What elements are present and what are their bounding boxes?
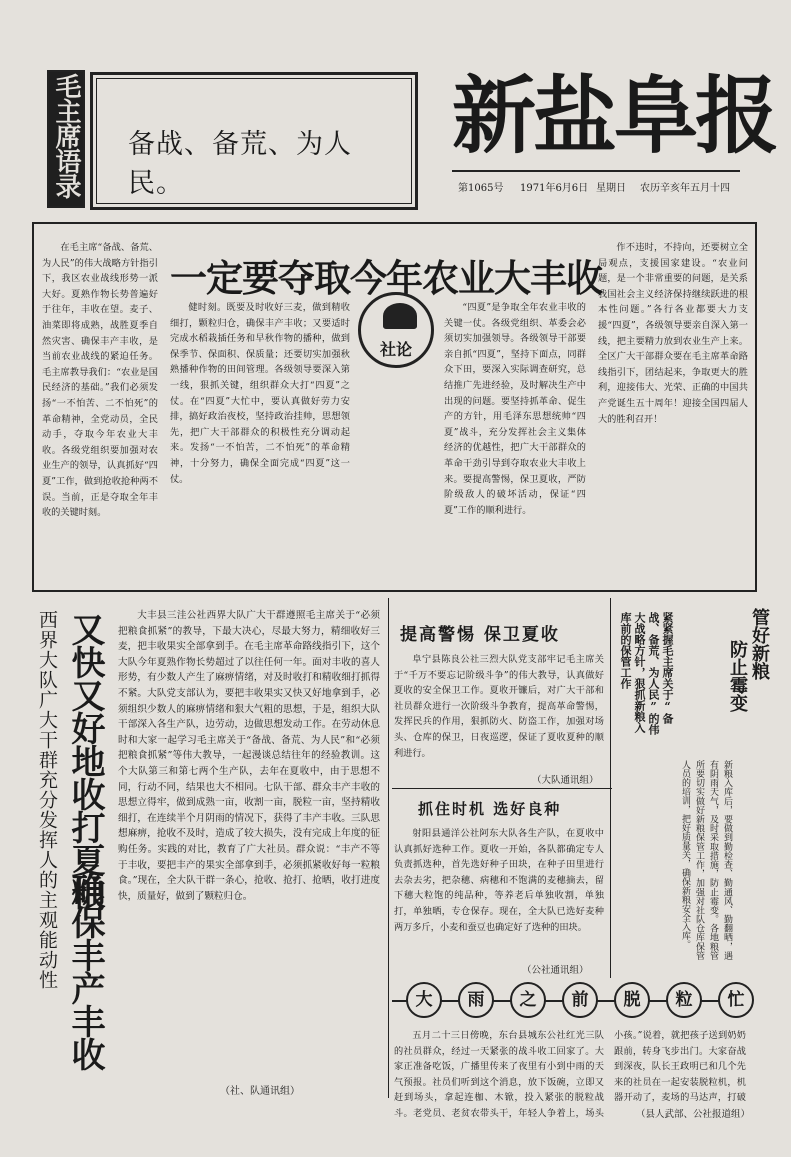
left-article-body	[118, 608, 380, 1072]
quote-text: 备战、备荒、为人民。	[128, 129, 352, 199]
left-headline-b: 确保丰产丰收	[65, 872, 105, 1070]
editorial-col-1	[42, 240, 158, 582]
article-3-title-char: 粒	[666, 982, 702, 1018]
article-3-body-right	[614, 1028, 746, 1106]
editorial-col-1-text: 在毛主席“备战、备荒、为人民”的伟大战略方针指引下，我区农业战线形势一派大好。夏熟作物长势普遍好于往年，丰收在望。麦子、油菜即将成熟，战胜夏季自然灾害、确保丰产丰收，是当前农业战线的紧迫任务。毛主席教导我们：“农业是国民经济的基础。”我们必须发扬“一不怕苦、二不怕死”的革命精神，全党动员，全民动手，夺取今年农业大丰收。各级党组织要加强对农业生产的领导，认真抓好“四夏”工作，做到抢收抢种两不误。当前，正是夺取全年丰收的关键时刻。	[42, 242, 158, 519]
article-2-body	[394, 826, 604, 964]
divider-right	[610, 598, 611, 978]
left-headline-a: 又快又好地收打夏粮	[65, 612, 105, 909]
article-3-title-char: 大	[406, 982, 442, 1018]
right-body	[618, 760, 734, 960]
right-headline-a: 管好新粮	[749, 608, 770, 680]
badge-label: 社论	[379, 340, 412, 359]
issue-lunar: 农历辛亥年五月十四	[640, 183, 730, 194]
editorial-col-2-text: 健时刻。既要及时收好三麦，做到精收细打，颗粒归仓，确保丰产丰收；又要适时完成水稻栽插任务和早秋作物的播种，做到保季节、保面积、保质量；还要切实加强秋熟播种作物的田间管理。各级领导要深入第一线，狠抓关键，组织群众大打“四夏”之仗。在“四夏”大忙中，要认真做好劳力安排，搞好政治夜校，坚持政治挂帅，思想领先，把广大干部群众的积极性充分调动起来。发扬“一不怕苦，二不怕死”的革命精神，十分努力，确保全面完成“四夏”这一仗。	[170, 302, 350, 485]
article-2-title: 抓住时机 选好良种	[418, 800, 562, 818]
editorial-col-3	[444, 300, 586, 582]
editorial-col-3-text: “四夏”是争取全年农业丰收的关键一仗。各级党组织、革委会必须切实加强领导。各级领导干部要亲自抓“四夏”，坚持下面点，同群众下田，要深入实际调查研究，总结推广先进经验，及时解决生产中出现的问题。要坚持抓革命、促生产的方针，用毛泽东思想统帅“四夏”战斗，充分发挥社会主义集体经济的优越性，把广大干部群众的革命干劲引导到夺取农业大丰收上来。要提高警惕，保卫夏收，严防阶级敌人的破坏活动，保证“四夏”工作的顺利进行。	[444, 302, 586, 516]
article-3-body-left	[394, 1028, 604, 1120]
right-body-text: 新粮入库后，要做到勤检查、勤通风、勤翻晒，遇有阴雨天气，及时采取措施，防止霉变。各地粮管所要切实做好新粮保管工作，加强对社队仓库保管人员的培训，把好质量关，确保新粮安全入库。	[680, 760, 732, 960]
masthead-rule	[452, 170, 740, 172]
editorial-headline: 一定要夺取今年农业大丰收	[170, 257, 602, 300]
article-3-text-right: 小孩。”说着，就把孩子送到奶奶跟前，转身飞步出门。大家奋战到深夜，队长王政明已和几个先来的社员在一起安装脱粒机，机器开动了，麦场的马达声，打破	[614, 1030, 746, 1104]
article-3-title-char: 脱	[614, 982, 650, 1018]
article-3-title-char: 前	[562, 982, 598, 1018]
editorial-col-4	[598, 240, 748, 582]
issue-number: 第1065号	[458, 183, 504, 194]
article-1-body	[394, 652, 604, 770]
right-subheadline: 紧紧握毛主席关于“备战、备荒、为人民”的伟大战略方针，狠抓新粮入库前的保管工作	[619, 612, 674, 735]
article-3-text-left: 五月二十三日傍晚，东台县城东公社红光三队的社员群众，经过一天紧张的战斗收工回家了。大家正准备吃饭，广播里传来了夜里有小到中雨的天气预报。社员们听到这个消息，放下饭碗，立即又赶到场头，拿起连枷、木锨，投入紧张的脱粒战斗。老党员、老贫农带头干，年轻人争着上，场头	[394, 1030, 604, 1119]
right-headline-b: 防止霉变	[727, 640, 748, 712]
article-1-title: 提高警惕 保卫夏收	[400, 625, 560, 645]
left-article-text: 大丰县三洼公社西界大队广大干群遵照毛主席关于“必须把粮食抓紧”的教导，下最大决心，尽最大努力，精细收好三麦，把丰收果实全部拿到手。在毛主席革命路线指引下，这个大队今年夏熟作物长势超过了以往任何一年。面对丰收的喜人形势，有少数人产生了麻痹情绪，对及时收打和精收细打抓得不紧。大队党支部认为，要把丰收果实又快又好地拿到手，必须组织少数人的麻痹情绪和狠大气粗的思想，于是，组织大队干部深入各生产队，边劳动，边做思想发动工作。在劳动休息时和大家一起学习毛主席关于“备战、备荒、为人民”和“必须把粮食抓紧”等伟大教导，一起漫谈总结往年的经验教训。这个大队第三和第七两个生产队，去年在夏收中，由于思想不同，行动不同，结果也大不相同。七队干部、群众丰产丰收的思想立得牢，做到成熟一亩，收割一亩，脱粒一亩，坚持精收细打，在连续半个月阴雨的情况下，获得了丰产丰收。三队思想麻痹，抢收不及时，造成了较大损失，没有完成上年度的征购任务。实践的对比，教育了广大社员。群众说：“丰产不等于丰收，要把丰产的果实全部拿到手，必须抓紧收好每一粒粮食。”现在，全大队干群一条心，抢收、抢打、抢晒，收打进度快，质量好，做到了颗粒归仓。	[118, 610, 380, 902]
badge-sun-icon	[383, 303, 417, 329]
article-3-banner	[392, 980, 745, 1024]
article-3-title-char: 忙	[718, 982, 754, 1018]
issue-weekday: 星期日	[596, 183, 626, 194]
article-1-credit: （大队通讯组）	[532, 775, 599, 786]
divider-left	[388, 598, 389, 1098]
article-2-text: 射阳县通洋公社阿东大队各生产队，在夏收中认真抓好选种工作。夏收一开始，各队都确定专人负责抓选种，首先选好种子田块，在种子田里进行去杂去劣，把杂穗、病穗和不饱满的麦穗摘去，留下穗大粒饱的纯品种，等养老后单独收割，单独打，单独晒，专仓保存。现在，全大队已选好麦种两万多斤，小麦和蚕豆也确定好了选种的田块。	[394, 828, 604, 933]
article-3-title-char: 雨	[458, 982, 494, 1018]
editorial-col-4-text: 作不违时，不持向，还要树立全局观点，支援国家建设。“农业问题，是一个非常重要的问题，是关系我国社会主义经济保持继续跃进的根本性问题。”各行各业都要大力支援“四夏”，各级领导要亲自深入第一线，把主要精力放到农业生产上来。全区广大干部群众要在毛主席革命路线指引下，团结起来，争取更大的胜利，迎接伟大、光荣、正确的中国共产党诞生五十周年！迎接全国四届人大的胜利召开！	[598, 242, 748, 425]
paper-name: 新盐阜报	[452, 67, 777, 165]
issue-date: 1971年6月6日	[520, 183, 589, 194]
left-article-credit: （社、队通讯组）	[220, 1086, 300, 1097]
divider-mid-1	[392, 788, 612, 789]
editorial-col-2	[170, 300, 350, 582]
article-3-title-char: 之	[510, 982, 546, 1018]
article-2-credit: （公社通讯组）	[522, 965, 589, 976]
quote-tag: 毛主席语录	[51, 73, 81, 198]
left-subheadline: 西界大队广大干群充分发挥人的主观能动性	[36, 610, 58, 990]
article-3-credit: （县人武部、公社报道组）	[636, 1109, 751, 1120]
editorial-badge	[358, 292, 434, 368]
article-1-text: 阜宁县陈良公社三烈大队党支部牢记毛主席关于“千万不要忘记阶级斗争”的伟大教导，认真做好夏收的安全保卫工作。夏收开镰后，对广大干部和社员群众进行一次阶级斗争教育，提高革命警惕，发挥民兵的作用，狠抓防火、防盗工作，加强对场头、仓库的保卫，日夜巡逻，保证了夏收夏种的顺利进行。	[394, 654, 604, 759]
